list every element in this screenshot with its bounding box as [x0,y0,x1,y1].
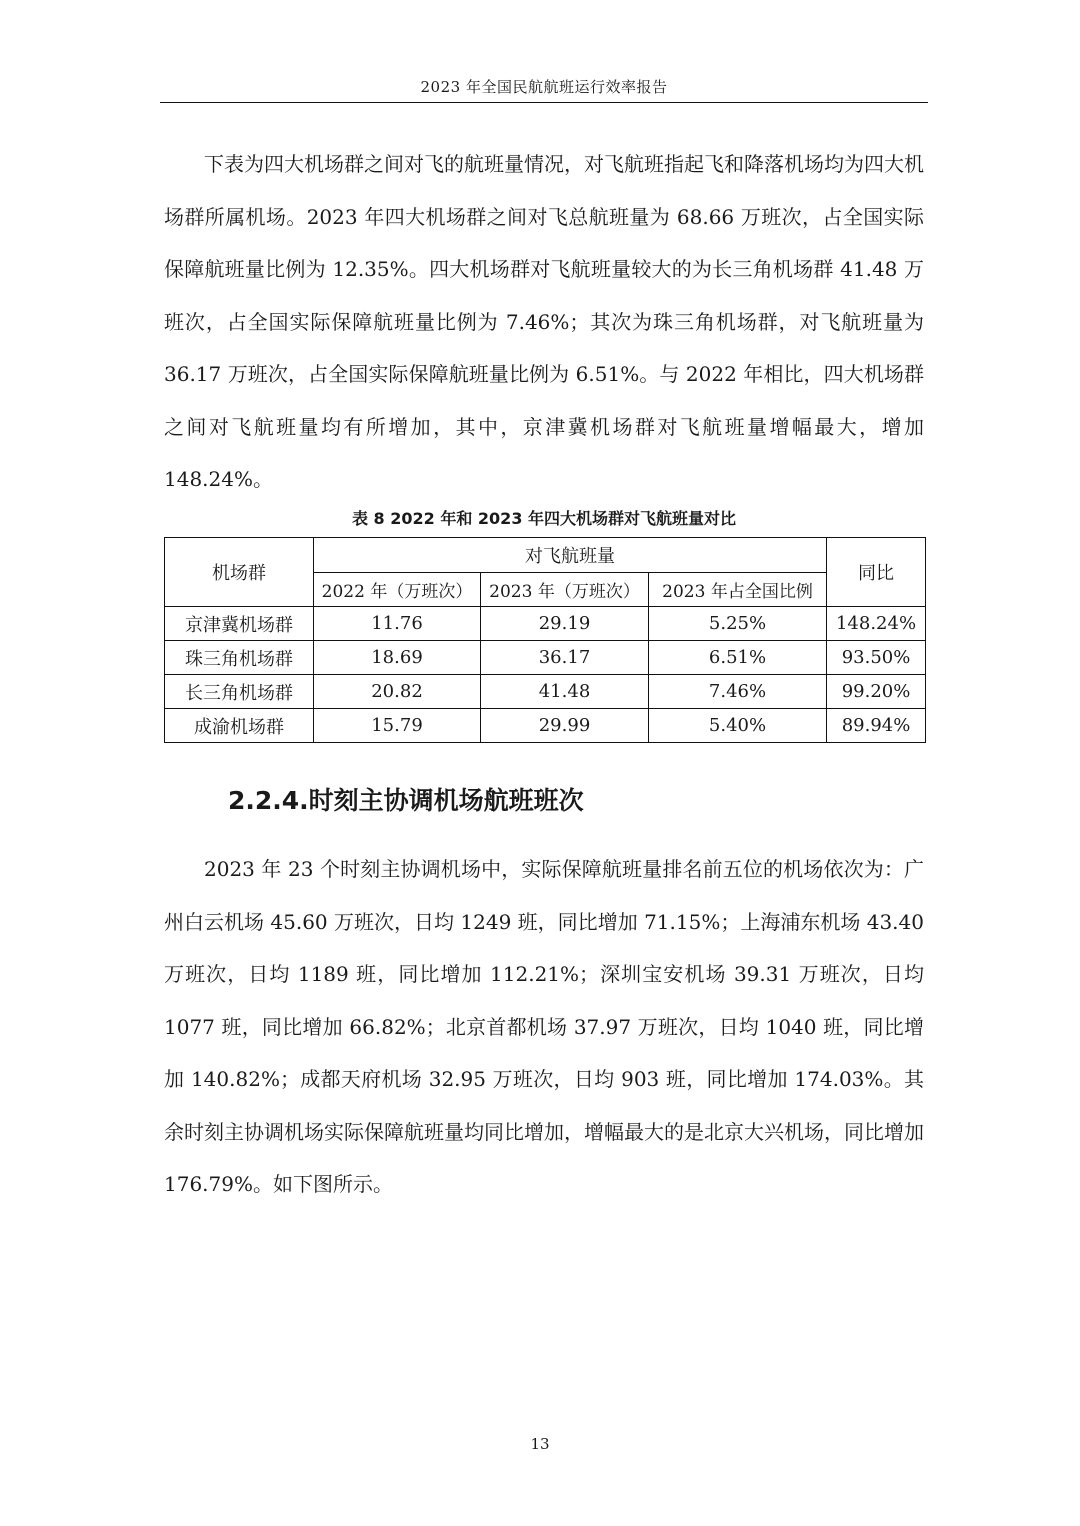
header-divider [160,102,928,103]
cell-2022: 18.69 [314,641,481,675]
cell-2023: 41.48 [481,675,649,709]
cell-2022: 11.76 [314,607,481,641]
body-paragraph-2: 2023 年 23 个时刻主协调机场中，实际保障航班量排名前五位的机场依次为：广州白云机场 45.60 万班次，日均 1249 班，同比增加 71.15%；上海浦东机场 43.40 万班次，日均 1189 班，同比增加 112.21%；深圳宝安机场 39.31 万班次，日均 1077 班，同比增加 66.82%；北京首都机场 37.97 万班次，日均 1040 班，同比增加 140.82%；成都天府机场 32.95 万班次，日均 903 班，同比增加 174.03%。其余时刻主协调机场实际保障航班量均同比增加，增幅最大的是北京大兴机场，同比增加 176.79%。如下图所示。 [164,857,924,1196]
page-number: 13 [530,1435,550,1453]
table-row [165,709,926,743]
running-header: 2023 年全国民航航班运行效率报告 [420,78,668,96]
header-2022: 2022 年（万班次） [314,573,481,607]
cell-yoy: 93.50% [827,641,926,675]
cell-2023: 29.19 [481,607,649,641]
header-flight-volume: 对飞航班量 [314,538,827,573]
table-row [165,607,926,641]
header-yoy: 同比 [827,538,926,607]
cell-2022: 15.79 [314,709,481,743]
header-airport-group: 机场群 [165,538,314,607]
cell-2023: 29.99 [481,709,649,743]
table-row [165,641,926,675]
comparison-table [164,537,926,743]
cell-airport-group: 京津冀机场群 [165,607,314,641]
cell-share: 5.25% [649,607,827,641]
body-paragraph-1: 下表为四大机场群之间对飞的航班量情况，对飞航班指起飞和降落机场均为四大机场群所属机场。2023 年四大机场群之间对飞总航班量为 68.66 万班次，占全国实际保障航班量比例为 12.35%。四大机场群对飞航班量较大的为长三角机场群 41.48 万班次，占全国实际保障航班量比例为 7.46%；其次为珠三角机场群，对飞航班量为 36.17 万班次，占全国实际保障航班量比例为 6.51%。与 2022 年相比，四大机场群之间对飞航班量均有所增加，其中，京津冀机场群对飞航班量增幅最大，增加 148.24%。 [164,152,924,491]
cell-2023: 36.17 [481,641,649,675]
cell-share: 5.40% [649,709,827,743]
header-2023: 2023 年（万班次） [481,573,649,607]
table-caption: 表 8 2022 年和 2023 年四大机场群对飞航班量对比 [351,509,737,528]
section-heading: 2.2.4.时刻主协调机场航班班次 [228,786,584,815]
cell-airport-group: 成渝机场群 [165,709,314,743]
cell-share: 7.46% [649,675,827,709]
table-row [165,675,926,709]
cell-share: 6.51% [649,641,827,675]
header-2023-share: 2023 年占全国比例 [649,573,827,607]
cell-yoy: 148.24% [827,607,926,641]
cell-yoy: 99.20% [827,675,926,709]
cell-2022: 20.82 [314,675,481,709]
cell-airport-group: 长三角机场群 [165,675,314,709]
cell-yoy: 89.94% [827,709,926,743]
cell-airport-group: 珠三角机场群 [165,641,314,675]
